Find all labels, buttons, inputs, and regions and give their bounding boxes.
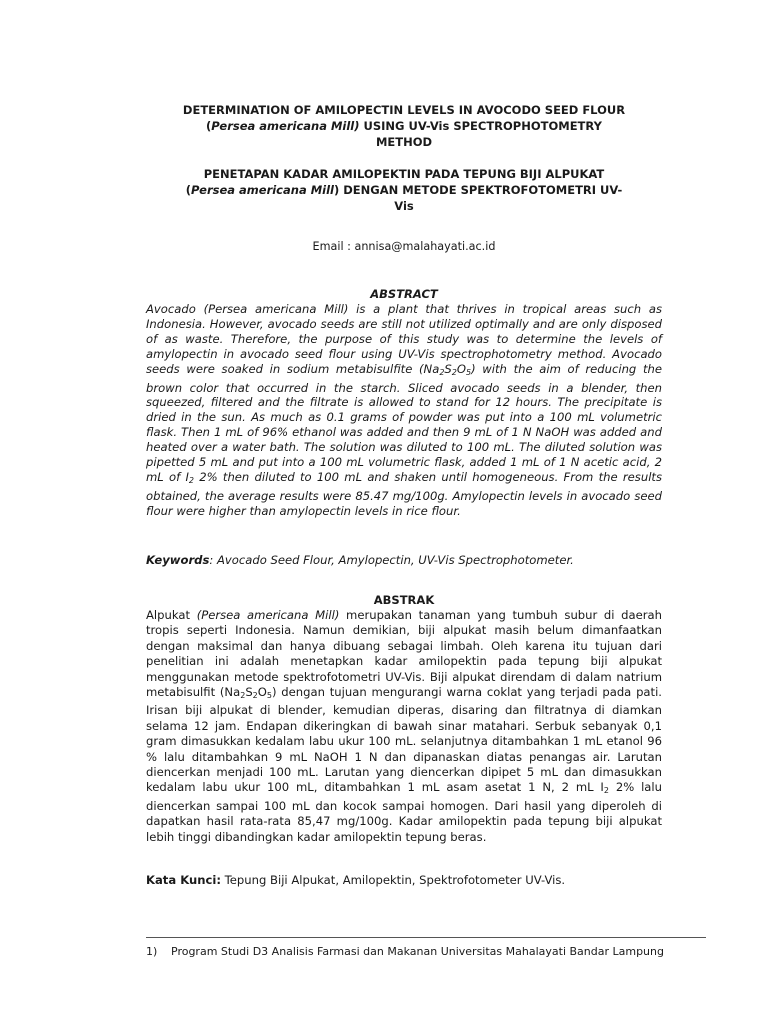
- indonesian-title-line2-rest: ) DENGAN METODE SPEKTROFOTOMETRI UV-: [333, 183, 623, 197]
- abstrak-mid2: O: [257, 685, 267, 700]
- abstrak-part2: ) dengan tujuan mengurangi warna coklat yang terjadi pada pati. Irisan biji alpukat di blender, kemudian diperas, disaring dan filtratnya di diamkan selama 12 jam. Endapan dikeringkan di bawah sinar matahari. Serbuk sebanyak 0,1 gram dimasukkan kedalam labu ukur 100 mL. selanjutnya ditambahkan 1 mL etanol 96 % lalu ditambahkan 9 mL NaOH 1 N dan dipanaskan diatas penangas air. Larutan diencerkan menjadi 100 mL. Larutan yang diencerkan dipipet 5 mL dan dimasukkan kedalam labu ukur 100 mL, ditambahkan 1 mL asam asetat 1 N, 2 mL I: [146, 685, 662, 795]
- keywords-id-text: Tepung Biji Alpukat, Amilopektin, Spektrofotometer UV-Vis.: [220, 873, 566, 887]
- abstrak-heading: ABSTRAK: [373, 593, 435, 607]
- abstract-en-part3: 2% then diluted to 100 mL and shaken until homogeneous. From the results obtained, the average results were 85.47 mg/100g. Amylopectin levels in avocado seed flour were higher than amylopectin levels in rice flour.: [146, 469, 663, 518]
- abstrak-part1: merupakan tanaman yang tumbuh subur di daerah tropis seperti Indonesia. Namun demikian, biji alpukat masih belum dimanfaatkan dengan maksimal dan hanya dibuang sebagai limbah. Oleh karena itu tujuan dari penelitian ini adalah menetapkan kadar amilopektin pada tepung biji alpukat menggunakan metode spektrofotometri UV-Vis. Biji alpukat direndam di dalam natrium metabisulfit (Na: [146, 608, 662, 700]
- english-title-line3: METHOD: [375, 135, 433, 149]
- abstract-en-sub2: 2: [451, 367, 457, 377]
- abstract-en-sub1: 2: [439, 367, 445, 377]
- abstrak-species: (Persea americana Mill): [196, 608, 340, 622]
- indonesian-title-species: Persea americana Mill: [191, 183, 334, 197]
- english-title-species: Persea americana Mill): [211, 119, 360, 133]
- keywords-english: [146, 553, 662, 567]
- indonesian-title-line1: PENETAPAN KADAR AMILOPEKTIN PADA TEPUNG BIJI ALPUKAT: [203, 167, 605, 181]
- abstrak-mid1: S: [245, 685, 253, 700]
- abstract-en-sub3: 5: [466, 367, 472, 377]
- keywords-indonesian: [146, 873, 662, 887]
- abstract-en-mid1: S: [444, 361, 452, 376]
- abstrak-sub4: 2: [603, 786, 609, 796]
- abstrak-lead: Alpukat: [146, 608, 197, 622]
- indonesian-title: [146, 166, 662, 214]
- abstract-english-body: [146, 302, 662, 519]
- footnote-divider: [146, 937, 706, 938]
- english-title-line2-rest: USING UV-Vis SPECTROPHOTOMETRY: [359, 119, 602, 133]
- footnote: [146, 945, 706, 958]
- english-title: [146, 102, 662, 150]
- abstrak-sub3: 5: [266, 691, 272, 701]
- abstract-en-sub4: 2: [188, 475, 194, 485]
- footnote-mark: 1): [146, 945, 158, 958]
- footnote-text: Program Studi D3 Analisis Farmasi dan Makanan Universitas Mahalayati Bandar Lampung: [171, 945, 664, 958]
- abstract-heading: ABSTRACT: [370, 287, 438, 301]
- indonesian-title-line3: Vis: [394, 199, 414, 213]
- keywords-en-text: : Avocado Seed Flour, Amylopectin, UV-Vis Spectrophotometer.: [209, 553, 574, 567]
- author-email: Email : annisa@malahayati.ac.id: [312, 240, 496, 253]
- abstrak-sub1: 2: [240, 691, 246, 701]
- keywords-id-label: Kata Kunci:: [146, 873, 221, 887]
- indonesian-title-line2: (Persea americana Mill) DENGAN METODE SPEKTROFOTOMETRI UV-: [185, 183, 623, 197]
- keywords-en-label: Keywords: [146, 553, 210, 567]
- abstrak-sub2: 2: [252, 691, 258, 701]
- english-title-line2: (Persea americana Mill) USING UV-Vis SPECTROPHOTOMETRY: [206, 119, 602, 133]
- abstract-en-part1: Avocado (Persea americana Mill) is a plant that thrives in tropical areas such as Indonesia. However, avocado seeds are still not utilized optimally and are only disposed of as waste. Therefore, the purpose of this study was to determine the levels of amylopectin in avocado seed flour using UV-Vis spectrophotometry method. Avocado seeds were soaked in sodium metabisulfite (Na: [146, 302, 662, 376]
- abstrak-indonesian-body: [146, 608, 662, 845]
- abstract-en-mid2: O: [456, 361, 467, 376]
- abstract-en-part2: ) with the aim of reducing the brown color that occurred in the starch. Sliced avocado seeds in a blender, then squeezed, filtered and the filtrate is allowed to stand for 12 hours. The precipitate is dried in the sun. As much as 0.1 grams of powder was put into a 100 mL volumetric flask. Then 1 mL of 96% ethanol was added and then 9 mL of 1 N NaOH was added and heated over a water bath. The solution was diluted to 100 mL. The diluted solution was pipetted 5 mL and put into a 100 mL volumetric flask, added 1 mL of 1 N acetic acid, 2 mL of I: [146, 361, 662, 484]
- english-title-line1: DETERMINATION OF AMILOPECTIN LEVELS IN AVOCODO SEED FLOUR: [182, 103, 626, 117]
- abstrak-part3: 2% lalu diencerkan sampai 100 mL dan kocok sampai homogen. Dari hasil yang diperoleh di dapatkan hasil rata-rata 85,47 mg/100g. Kadar amilopektin pada tepung biji alpukat lebih tinggi dibandingkan kadar amilopektin tepung beras.: [146, 780, 662, 844]
